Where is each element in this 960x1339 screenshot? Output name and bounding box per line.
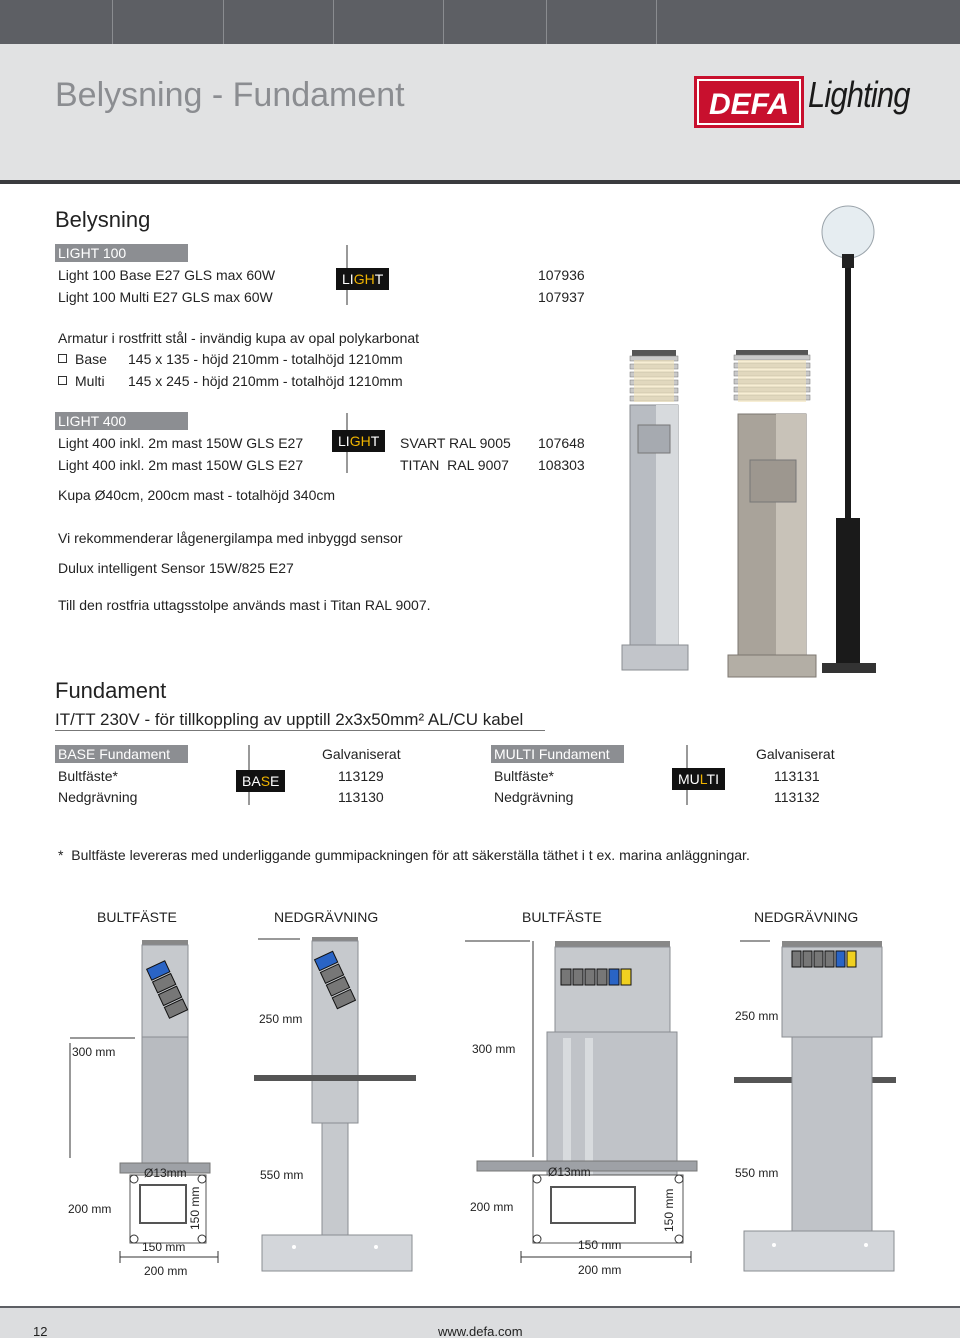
light400-finish-1: SVART RAL 9005 [400, 435, 511, 451]
d1-bottom: 150 mm [142, 1240, 186, 1254]
d4-bottom: 550 mm [735, 1166, 779, 1180]
base-row-2: Nedgrävning [58, 789, 138, 805]
option-base: Base [58, 351, 107, 367]
multi-row-1: Bultfäste* [494, 768, 554, 784]
option-base-dim: 145 x 135 - höjd 210mm - totalhöjd 1210mm [128, 351, 403, 367]
light100-badge: LIGHT [336, 268, 389, 290]
drawing-label-1: BULTFÄSTE [97, 909, 177, 925]
multi-fundament-bar: MULTI Fundament [491, 745, 624, 763]
light100-row-2: Light 100 Multi E27 GLS max 60W [58, 289, 273, 305]
section-heading-fundament: Fundament [55, 678, 167, 703]
dulux-text: Dulux intelligent Sensor 15W/825 E27 [58, 560, 294, 576]
light400-badge: LIGHT [332, 430, 385, 452]
light400-code-2: 108303 [538, 457, 585, 473]
base-code-2: 113130 [338, 789, 384, 805]
d2-bottom: 550 mm [260, 1168, 304, 1182]
kupa-text: Kupa Ø40cm, 200cm mast - totalhöjd 340cm [58, 487, 336, 503]
light100-row-1: Light 100 Base E27 GLS max 60W [58, 267, 276, 283]
armatur-desc: Armatur i rostfritt stål - invändig kupa av opal polykarbonat [58, 330, 420, 346]
d1-hole: Ø13mm [144, 1166, 187, 1180]
drawing-base-nedgravning [250, 935, 420, 1305]
multi-col-header: Galvaniserat [756, 746, 835, 762]
recommend-text: Vi rekommenderar lågenergilampa med inbyggd sensor [58, 530, 403, 546]
d1-side: 150 mm [188, 1186, 202, 1230]
base-fundament-bar: BASE Fundament [55, 745, 188, 763]
multi-code-1: 113131 [774, 768, 820, 784]
checkbox-icon [58, 354, 67, 363]
light100-bar: LIGHT 100 [55, 244, 188, 262]
page-title: Belysning - Fundament [55, 76, 405, 114]
base-row-1: Bultfäste* [58, 768, 118, 784]
top-bar [0, 0, 960, 44]
drawing-multi-bultfaste [455, 935, 705, 1285]
defa-logo [694, 76, 804, 128]
light400-code-1: 107648 [538, 435, 585, 451]
drawing-label-3: BULTFÄSTE [522, 909, 602, 925]
d3-height: 300 mm [472, 1042, 516, 1056]
checkbox-icon [58, 376, 67, 385]
page-number: 12 [33, 1324, 48, 1339]
d3-hole: Ø13mm [548, 1165, 591, 1179]
base-badge: BASE [236, 770, 285, 792]
light400-bar: LIGHT 400 [55, 412, 188, 430]
light100-code-1: 107936 [538, 267, 585, 283]
d3-side: 150 mm [662, 1188, 676, 1232]
light100-code-2: 107937 [538, 289, 585, 305]
product-photos [600, 200, 950, 685]
logo-lighting-text: Lighting [808, 74, 910, 115]
base-code-1: 113129 [338, 768, 384, 784]
base-col-header: Galvaniserat [322, 746, 401, 762]
d1-overall: 200 mm [144, 1264, 188, 1278]
option-multi-dim: 145 x 245 - höjd 210mm - totalhöjd 1210mm [128, 373, 403, 389]
d1-height: 300 mm [72, 1045, 116, 1059]
subtitle-underline [55, 730, 545, 731]
option-multi: Multi [58, 373, 105, 389]
drawing-base-bultfaste [60, 935, 220, 1285]
d1-width: 200 mm [68, 1202, 112, 1216]
light400-row-1: Light 400 inkl. 2m mast 150W GLS E27 [58, 435, 304, 451]
section-heading-belysning: Belysning [55, 207, 151, 232]
multi-code-2: 113132 [774, 789, 820, 805]
light400-row-2: Light 400 inkl. 2m mast 150W GLS E27 [58, 457, 304, 473]
light100-multi-image [728, 350, 816, 677]
header-separator [0, 180, 960, 184]
d3-bottom: 150 mm [578, 1238, 622, 1252]
d2-top: 250 mm [259, 1012, 303, 1026]
footer-url[interactable]: www.defa.com [438, 1324, 523, 1339]
light400-finish-2: TITAN RAL 9007 [400, 457, 509, 473]
d3-overall: 200 mm [578, 1263, 622, 1277]
light400-mast-image [822, 206, 876, 673]
drawing-label-4: NEDGRÄVNING [754, 909, 859, 925]
drawing-multi-nedgravning [730, 935, 900, 1305]
d3-width: 200 mm [470, 1200, 514, 1214]
d4-top: 250 mm [735, 1009, 779, 1023]
light100-post-image [622, 350, 688, 670]
drawing-label-2: NEDGRÄVNING [274, 909, 379, 925]
bultfaste-footnote: * Bultfäste levereras med underliggande gummipackningen för att säkerställa täthet i t ex. marina anläggningar. [58, 847, 750, 863]
mast-note: Till den rostfria uttagsstolpe används mast i Titan RAL 9007. [58, 597, 431, 613]
multi-badge: MULTI [672, 768, 725, 790]
logo-brand: DEFA [708, 88, 790, 121]
fundament-subtitle: IT/TT 230V - för tillkoppling av upptill 2x3x50mm² AL/CU kabel [55, 710, 524, 729]
multi-row-2: Nedgrävning [494, 789, 574, 805]
